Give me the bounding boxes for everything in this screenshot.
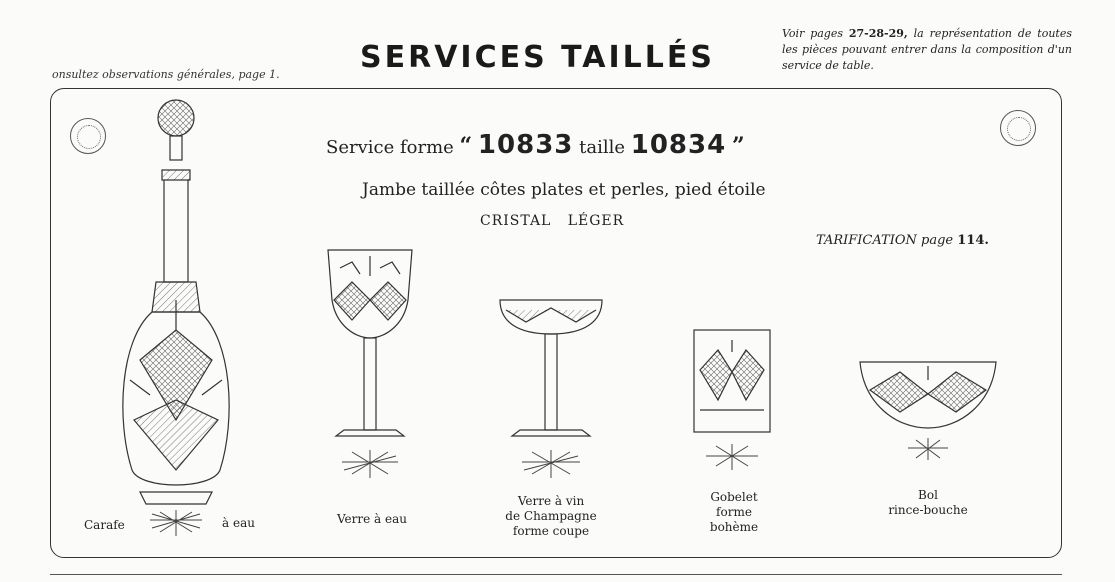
water-glass-caption: Verre à eau (336, 512, 407, 526)
finger-bowl-illustration (860, 362, 996, 428)
next-panel-edge (50, 574, 1062, 576)
carafe-caption-b: à eau (222, 516, 255, 530)
crystal-type: CRISTAL LÉGER (480, 213, 625, 229)
water-glass-foot-star-icon (342, 450, 398, 478)
water-glass-illustration (328, 250, 412, 436)
tumbler-caption (696, 490, 772, 535)
champagne-caption-line-2: de Champagne (505, 509, 597, 523)
champagne-coupe-foot-star-icon (522, 450, 580, 478)
finger-bowl-caption-line-1: Bol (918, 488, 938, 502)
carafe-foot-star-icon (150, 510, 202, 536)
carafe-caption-a: Carafe (84, 518, 125, 532)
champagne-coupe-caption (490, 494, 612, 539)
service-description: Jambe taillée côtes plates et perles, pied étoile (362, 180, 766, 200)
taille-label: taille (579, 137, 626, 158)
champagne-caption-line-3: forme coupe (512, 524, 590, 538)
tumbler-caption-line-2: forme (716, 505, 752, 519)
tumbler-caption-line-1: Gobelet (710, 490, 758, 504)
tarification-page-word: page (921, 233, 954, 248)
champagne-coupe-illustration (500, 300, 602, 436)
service-form-label: Service forme (326, 137, 454, 158)
tumbler-foot-star-icon (706, 444, 758, 470)
finger-bowl-foot-star-icon (908, 438, 948, 460)
see-pages-numbers: 27-28-29, (848, 27, 908, 40)
form-number: 10833 (477, 130, 574, 160)
see-pages-prefix: Voir pages (782, 27, 843, 40)
tumbler-illustration (694, 330, 770, 432)
finger-bowl-caption (878, 488, 978, 518)
page-title: SERVICES TAILLÉS (360, 40, 715, 75)
see-pages-text: la représentation de toutes les pièces pouvant entrer dans la composition d'un service de table. (782, 27, 1073, 72)
general-observations-note: onsultez observations générales, page 1. (52, 68, 280, 81)
quote-open: “ (459, 133, 473, 159)
tarification-label: TARIFICATION (816, 233, 917, 248)
tumbler-caption-line-3: bohème (709, 520, 759, 534)
carafe-illustration (123, 100, 229, 504)
quote-close: ” (731, 133, 745, 159)
finger-bowl-caption-line-2: rince-bouche (888, 503, 968, 517)
taille-number: 10834 (630, 130, 727, 160)
tarification-page-number: 114. (957, 233, 989, 248)
champagne-caption-line-1: Verre à vin (517, 494, 585, 508)
